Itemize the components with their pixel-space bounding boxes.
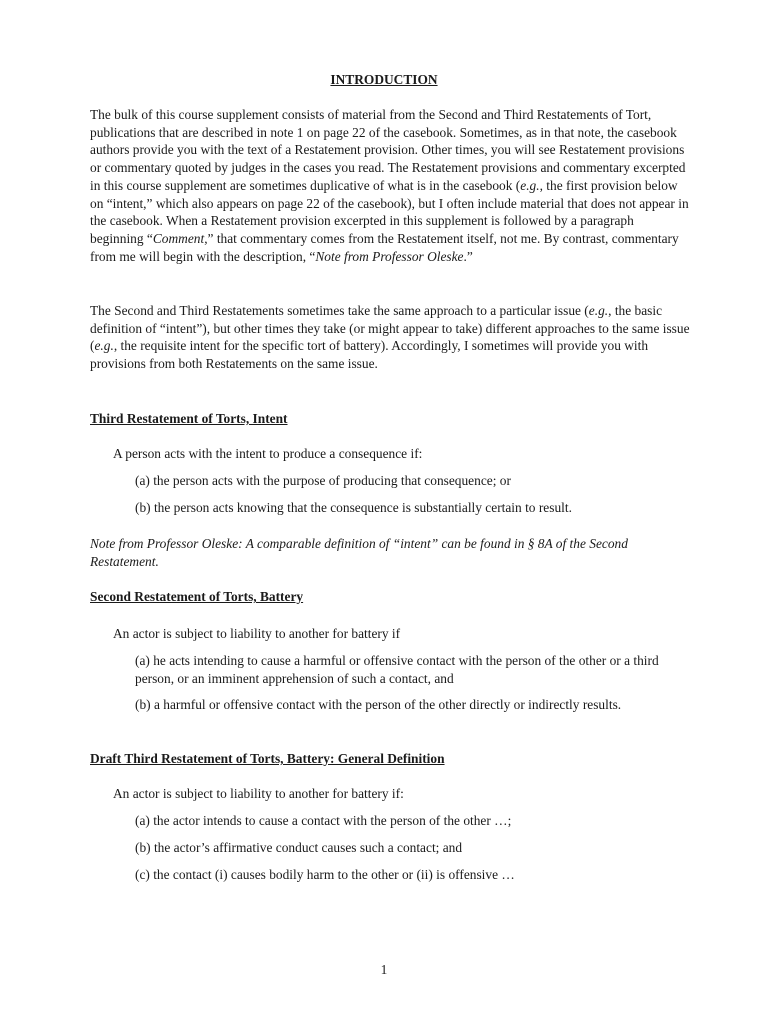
intro-p1-text-4: .” [463,248,473,264]
section1-item-b: (b) the person acts knowing that the consequence is substantially certain to result. [135,500,572,515]
section3-item-c: (c) the contact (i) causes bodily harm to the other or (ii) is offensive … [135,867,515,882]
intro-p1-text-3: ,” that commentary comes from the Restatement itself, not me. By contrast, commentary from me will begin with the description, “ [90,230,679,264]
section2-item-a: (a) he acts intending to cause a harmful or offensive contact with the person of the other or a third person, or an imminent apprehension of such a contact, and [135,653,659,686]
intro-p2-eg-1: e.g. [588,303,609,318]
section1-lead: A person acts with the intent to produce a consequence if: [113,446,423,461]
intro-p2-eg-2: e.g. [94,338,114,354]
intro-p1-note-phrase: Note from Professor Oleske [315,248,464,264]
section-heading-second-battery: Second Restatement of Torts, Battery [90,589,304,604]
intro-p2-text-2: , the basic definition of “intent”), but other times they take (or might appear to take) different approaches to the same issue ( [90,303,690,354]
page-title: INTRODUCTION [330,72,438,87]
intro-paragraph-1 [90,106,690,265]
intro-p2-text-1: The Second and Third Restatements sometimes take the same approach to a particular issue ( [90,303,589,318]
intro-p1-eg: e.g. [520,177,540,193]
intro-paragraph-2 [90,302,690,373]
page-number: 1 [380,962,388,977]
section3-lead: An actor is subject to liability to another for battery if: [113,786,404,801]
intro-p1-comment: Comment [152,230,205,246]
section2-item-b: (b) a harmful or offensive contact with the person of the other directly or indirectly results. [135,697,622,712]
section-heading-draft-third-battery: Draft Third Restatement of Torts, Battery: General Definition [90,751,445,766]
section-heading-third-intent: Third Restatement of Torts, Intent [90,411,288,426]
intro-p1-text-2: , the first provision below on “intent,” which also appears on page 22 of the casebook), but I often include material that does not appear in the casebook. When a Restatement provision excerpted in this supplement is followed by a paragraph beginning “ [90,177,689,246]
intro-p1-text-1: The bulk of this course supplement consists of material from the Second and Third Restatements of Tort, publications that are described in note 1 on page 22 of the casebook. Sometimes, as in that note, the casebook authors provide you with the text of a Restatement provision. Other times, you will see Restatement provisions or commentary quoted by judges in the cases you read. The Restatement provisions and commentary excerpted in this course supplement are sometimes duplicative of what is in the casebook ( [90,107,686,193]
section1-item-a: (a) the person acts with the purpose of producing that consequence; or [135,473,511,488]
section3-item-b: (b) the actor’s affirmative conduct causes such a contact; and [135,840,463,855]
section2-lead: An actor is subject to liability to another for battery if [113,626,401,641]
intro-p2-text-3: , the requisite intent for the specific tort of battery). Accordingly, I sometimes will provide you with provisions from both Restatements on the same issue. [90,338,649,372]
section3-item-a: (a) the actor intends to cause a contact with the person of the other …; [135,813,512,828]
professor-note: Note from Professor Oleske: A comparable definition of “intent” can be found in § 8A of the Second Restatement. [90,536,628,569]
